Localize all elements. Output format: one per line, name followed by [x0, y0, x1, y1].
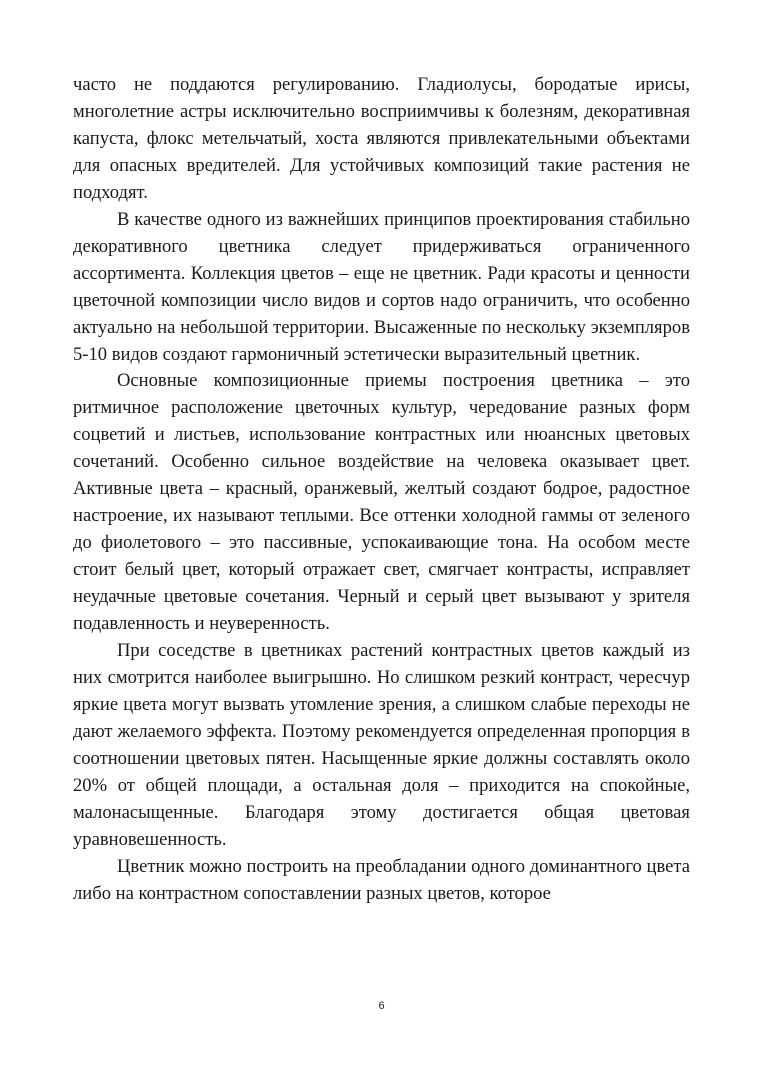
paragraph-3: Основные композиционные приемы построения цветника – это ритмичное расположение цветочных культур, чередование разных форм соцветий и листьев, использование контрастных или нюансных цветовых сочетаний. Особенно сильное воздействие на человека оказывает цвет. Активные цвета – красный, оранжевый, желтый создают бодрое, радостное настроение, их называют теплыми. Все оттенки холодной гаммы от зеленого до фиолетового – это пассивные, успокаивающие тона. На особом месте стоит белый цвет, который отражает свет, смягчает контрасты, исправляет неудачные цветовые сочетания. Черный и серый цвет вызывают у зрителя подавленность и неуверенность.	[73, 370, 690, 635]
body-text	[73, 72, 690, 908]
paragraph-1: часто не поддаются регулированию. Гладиолусы, бородатые ирисы, многолетние астры исключительно восприимчивы к болезням, декоративная капуста, флокс метельчатый, хоста являются привлекательными объектами для опасных вредителей. Для устойчивых композиций такие растения не подходят.	[73, 74, 690, 203]
paragraph-5: Цветник можно построить на преобладании одного доминантного цвета либо на контрастном сопоставлении разных цветов, которое	[73, 855, 690, 904]
page-number: 6	[378, 1000, 385, 1012]
paragraph-4: При соседстве в цветниках растений контрастных цветов каждый из них смотрится наиболее выигрышно. Но слишком резкий контраст, чересчур яркие цвета могут вызвать утомление зрения, а слишком слабые переходы не дают желаемого эффекта. Поэтому рекомендуется определенная пропорция в соотношении цветовых пятен. Насыщенные яркие должны составлять около 20% от общей площади, а остальная доля – приходится на спокойные, малонасыщенные. Благодаря этому достигается общая цветовая уравновешенность.	[73, 640, 690, 850]
paragraph-2: В качестве одного из важнейших принципов проектирования стабильно декоративного цветника следует придерживаться ограниченного ассортимента. Коллекция цветов – еще не цветник. Ради красоты и ценности цветочной композиции число видов и сортов надо ограничить, что особенно актуально на небольшой территории. Высаженные по нескольку экземпляров 5-10 видов создают гармоничный эстетически выразительный цветник.	[73, 208, 690, 365]
